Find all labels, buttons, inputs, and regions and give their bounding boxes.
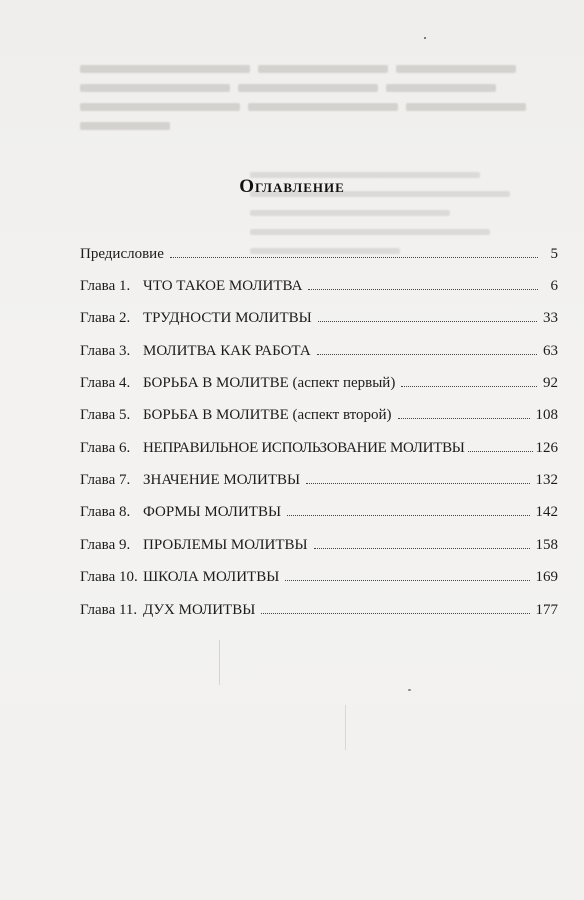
toc-chapter-number: Глава 9. xyxy=(80,537,131,553)
dot-leader xyxy=(308,289,538,290)
dot-leader xyxy=(318,321,537,322)
dot-leader xyxy=(285,580,529,581)
toc-chapter-number: Глава 7. xyxy=(80,472,131,488)
toc-entry-title: БОРЬБА В МОЛИТВЕ (аспект первый) xyxy=(143,375,396,391)
toc-page-number: 63 xyxy=(543,343,558,359)
toc-page-number: 177 xyxy=(535,602,558,618)
scan-artifact xyxy=(219,640,220,685)
toc-entry-title: ЗНАЧЕНИЕ МОЛИТВЫ xyxy=(143,472,301,488)
toc-entry xyxy=(80,372,558,394)
toc-entry-title: НЕПРАВИЛЬНОЕ ИСПОЛЬЗОВАНИЕ МОЛИТВЫ xyxy=(143,440,465,456)
toc-entry xyxy=(80,469,558,491)
dot-leader xyxy=(468,451,533,452)
dot-leader xyxy=(401,386,537,387)
ink-speck xyxy=(424,37,426,39)
toc-entry xyxy=(80,307,558,329)
toc-entry-title: МОЛИТВА КАК РАБОТА xyxy=(143,343,311,359)
page-title: Оглавление xyxy=(239,176,345,197)
toc-entry-title: ФОРМЫ МОЛИТВЫ xyxy=(143,504,282,520)
dot-leader xyxy=(398,418,530,419)
dot-leader xyxy=(314,548,530,549)
toc-chapter-number: Глава 1. xyxy=(80,278,131,294)
toc-page-number: 132 xyxy=(535,472,558,488)
toc-chapter-number: Глава 10. xyxy=(80,569,138,585)
toc-chapter-number: Глава 3. xyxy=(80,343,131,359)
toc-page-number: 108 xyxy=(535,407,558,423)
toc-entry-title: Предисловие xyxy=(80,246,164,262)
scan-artifact xyxy=(345,705,346,750)
toc-page-number: 169 xyxy=(535,569,558,585)
toc-page-number: 92 xyxy=(543,375,558,391)
toc-page-number: 5 xyxy=(550,246,558,262)
dot-leader xyxy=(261,613,529,614)
toc-entry-title: ПРОБЛЕМЫ МОЛИТВЫ xyxy=(143,537,308,553)
toc-entry-title: ШКОЛА МОЛИТВЫ xyxy=(143,569,280,585)
toc-entry xyxy=(80,599,558,621)
toc-entry-title: ТРУДНОСТИ МОЛИТВЫ xyxy=(143,310,312,326)
dot-leader xyxy=(306,483,529,484)
bleed-through-text xyxy=(80,58,530,134)
toc-entry xyxy=(80,534,558,556)
toc-entry xyxy=(80,437,558,459)
toc-entry xyxy=(80,566,558,588)
toc-chapter-number: Глава 5. xyxy=(80,407,131,423)
toc-entry xyxy=(80,275,558,297)
toc-entry xyxy=(80,404,558,426)
toc-page-number: 126 xyxy=(535,440,558,456)
dot-leader xyxy=(287,515,529,516)
toc-chapter-number: Глава 8. xyxy=(80,504,131,520)
toc-entry-title: БОРЬБА В МОЛИТВЕ (аспект второй) xyxy=(143,407,392,423)
toc-entry xyxy=(80,340,558,362)
toc-chapter-number: Глава 4. xyxy=(80,375,131,391)
toc-page-number: 6 xyxy=(550,278,558,294)
toc-chapter-number: Глава 11. xyxy=(80,602,138,618)
toc-chapter-number: Глава 2. xyxy=(80,310,131,326)
toc-entry-preface xyxy=(80,243,558,265)
ink-speck xyxy=(408,689,411,691)
dot-leader xyxy=(170,257,538,258)
toc-entry-title: ЧТО ТАКОЕ МОЛИТВА xyxy=(143,278,303,294)
toc-page-number: 142 xyxy=(535,504,558,520)
dot-leader xyxy=(317,354,537,355)
toc-entry-title: ДУХ МОЛИТВЫ xyxy=(143,602,256,618)
toc-entry xyxy=(80,501,558,523)
toc-page-number: 158 xyxy=(535,537,558,553)
toc-page-number: 33 xyxy=(543,310,558,326)
toc-chapter-number: Глава 6. xyxy=(80,440,131,456)
